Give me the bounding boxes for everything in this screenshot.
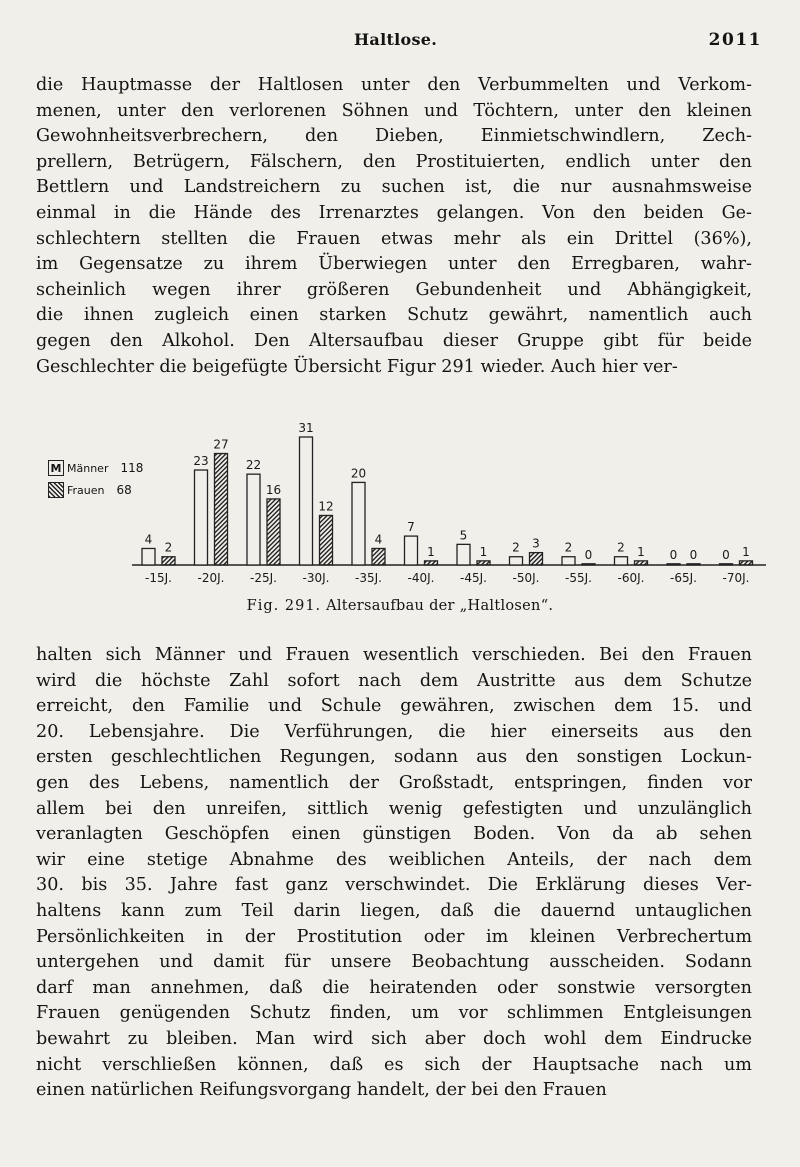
bar-men bbox=[247, 474, 260, 565]
bar-women bbox=[740, 561, 753, 565]
text-line: Frauen genügenden Schutz finden, um vor schlimmen Entgleisungen bbox=[36, 1003, 752, 1024]
bar-label-women: 0 bbox=[689, 547, 698, 562]
legend-swatch-women bbox=[48, 482, 64, 498]
bar-women bbox=[215, 454, 228, 565]
text-line: im Gegensatze zu ihrem Überwiegen unter den Erregbaren, wahr- bbox=[36, 254, 752, 275]
bar-women bbox=[635, 561, 648, 565]
bar-women bbox=[687, 564, 700, 565]
text-line: nicht verschließen können, daß es sich der Hauptsache nach um bbox=[36, 1054, 752, 1075]
text-line: erreicht, den Familie und Schule gewähren, zwischen dem 15. und bbox=[36, 696, 752, 717]
text-line: darf man annehmen, daß die heiratenden oder sonstwie versorgten bbox=[36, 977, 752, 998]
age-structure-chart bbox=[36, 412, 776, 592]
text-line: einmal in die Hände des Irrenarztes gelangen. Von den beiden Ge- bbox=[36, 202, 752, 223]
bar-label-women: 3 bbox=[532, 536, 540, 551]
bar-women bbox=[372, 548, 385, 565]
bar-men bbox=[720, 564, 733, 565]
text-line: haltens kann zum Teil darin liegen, daß die dauernd untauglichen bbox=[36, 900, 752, 921]
x-tick-label: -35J. bbox=[355, 571, 382, 585]
bar-label-men: 20 bbox=[350, 466, 367, 481]
text-line: Bettlern und Landstreichern zu suchen ist, die nur ausnahmsweise bbox=[36, 177, 752, 198]
x-tick-label: -50J. bbox=[512, 571, 540, 585]
bar-label-women: 16 bbox=[265, 482, 282, 497]
bar-men bbox=[405, 536, 418, 565]
bar-men bbox=[615, 557, 628, 565]
running-header bbox=[36, 30, 762, 54]
x-tick-label: -20J. bbox=[197, 571, 225, 585]
text-line: Geschlechter die beigefügte Übersicht Figur 291 wieder. Auch hier ver- bbox=[36, 356, 678, 377]
text-block-bottom bbox=[36, 643, 752, 1104]
bar-label-women: 0 bbox=[584, 547, 593, 562]
legend-label-men: Männer bbox=[67, 461, 109, 475]
bar-women bbox=[267, 499, 280, 565]
bar-label-men: 2 bbox=[512, 540, 520, 555]
bar-label-women: 1 bbox=[637, 544, 645, 559]
bar-label-women: 27 bbox=[213, 437, 229, 452]
legend-label-women: Frauen bbox=[67, 483, 105, 497]
text-line: einen natürlichen Reifungsvorgang handelt, der bei den Frauen bbox=[36, 1080, 607, 1101]
bar-women bbox=[582, 564, 595, 565]
chart-svg bbox=[36, 412, 776, 592]
bar-label-men: 5 bbox=[459, 528, 468, 543]
text-line: allem bei den unreifen, sittlich wenig gefestigten und unzulänglich bbox=[36, 798, 752, 819]
text-line: untergehen und damit für unsere Beobachtung ausscheiden. Sodann bbox=[36, 952, 752, 973]
bar-women bbox=[477, 561, 490, 565]
bar-label-women: 1 bbox=[479, 544, 488, 559]
x-tick-label: -70J. bbox=[722, 571, 750, 585]
bar-label-men: 4 bbox=[144, 532, 153, 547]
text-line: Gewohnheitsverbrechern, den Dieben, Einmietschwindlern, Zech- bbox=[36, 126, 752, 147]
chart-legend bbox=[48, 457, 143, 501]
bar-men bbox=[510, 557, 523, 565]
x-tick-label: -15J. bbox=[145, 571, 172, 585]
figure-number: Fig. 291. bbox=[246, 598, 322, 614]
bar-men bbox=[667, 564, 680, 565]
bar-men bbox=[195, 470, 208, 565]
bar-label-men: 7 bbox=[407, 520, 415, 535]
bar-women bbox=[530, 553, 543, 565]
x-tick-label: -60J. bbox=[617, 571, 645, 585]
text-line: 30. bis 35. Jahre fast ganz verschwindet. Die Erklärung dieses Ver- bbox=[36, 875, 752, 896]
text-line: 20. Lebensjahre. Die Verführungen, die hier einerseits aus den bbox=[36, 721, 752, 742]
text-line: wird die höchste Zahl sofort nach dem Austritte aus dem Schutze bbox=[36, 670, 752, 691]
bar-men bbox=[352, 482, 365, 565]
figure-caption-text: Altersaufbau der „Haltlosen“. bbox=[326, 598, 554, 614]
legend-total-women: 68 bbox=[116, 483, 132, 497]
x-tick-label: -45J. bbox=[460, 571, 487, 585]
text-line: schlechtern stellten die Frauen etwas mehr als ein Drittel (36%), bbox=[36, 228, 752, 249]
bar-men bbox=[300, 437, 313, 565]
text-line: menen, unter den verlorenen Söhnen und Töchtern, unter den kleinen bbox=[36, 100, 752, 121]
bar-label-men: 0 bbox=[669, 547, 678, 562]
text-line: die ihnen zugleich einen starken Schutz gewährt, namentlich auch bbox=[36, 305, 752, 326]
bar-men bbox=[142, 548, 155, 565]
bar-label-men: 23 bbox=[193, 454, 209, 469]
text-line: die Hauptmasse der Haltlosen unter den Verbummelten und Verkom- bbox=[36, 75, 752, 95]
bar-label-women: 2 bbox=[164, 540, 173, 555]
x-tick-label: -25J. bbox=[250, 571, 277, 585]
bar-men bbox=[562, 557, 575, 565]
bar-women bbox=[320, 515, 333, 565]
text-line: halten sich Männer und Frauen wesentlich verschieden. Bei den Frauen bbox=[36, 645, 752, 665]
bar-women bbox=[425, 561, 438, 565]
text-line: gegen den Alkohol. Den Altersaufbau dieser Gruppe gibt für beide bbox=[36, 330, 752, 351]
bar-label-women: 1 bbox=[742, 544, 750, 559]
bar-label-men: 31 bbox=[298, 421, 314, 435]
text-line: gen des Lebens, namentlich der Großstadt, entspringen, finden vor bbox=[36, 772, 752, 793]
text-line: veranlagten Geschöpfen einen günstigen Boden. Von da ab sehen bbox=[36, 824, 752, 845]
page-number: 2011 bbox=[708, 30, 762, 50]
bar-label-men: 22 bbox=[245, 458, 262, 473]
bar-label-women: 12 bbox=[318, 499, 334, 514]
figure-caption bbox=[0, 598, 800, 614]
text-line: scheinlich wegen ihrer größeren Gebundenheit und Abhängigkeit, bbox=[36, 279, 752, 300]
text-line: bewahrt zu bleiben. Man wird sich aber doch wohl dem Eindrucke bbox=[36, 1028, 752, 1049]
bar-label-men: 0 bbox=[722, 547, 730, 562]
x-tick-label: -65J. bbox=[670, 571, 697, 585]
bar-men bbox=[457, 544, 470, 565]
legend-total-men: 118 bbox=[120, 461, 144, 475]
text-line: prellern, Betrügern, Fälschern, den Prostituierten, endlich unter den bbox=[36, 151, 752, 172]
x-tick-label: -55J. bbox=[565, 571, 592, 585]
text-line: ersten geschlechtlichen Regungen, sodann aus den sonstigen Lockun- bbox=[36, 747, 752, 768]
bar-label-men: 2 bbox=[617, 540, 625, 555]
x-tick-label: -30J. bbox=[302, 571, 330, 585]
bar-label-men: 2 bbox=[564, 540, 573, 555]
bar-label-women: 1 bbox=[427, 544, 435, 559]
x-tick-label: -40J. bbox=[407, 571, 435, 585]
text-block-top bbox=[36, 73, 752, 380]
text-line: wir eine stetige Abnahme des weiblichen Anteils, der nach dem bbox=[36, 849, 752, 870]
bar-label-women: 4 bbox=[374, 532, 383, 547]
legend-row-women bbox=[48, 479, 143, 501]
legend-row-men bbox=[48, 457, 143, 479]
text-line: Persönlichkeiten in der Prostitution oder im kleinen Verbrechertum bbox=[36, 926, 752, 947]
running-title: Haltlose. bbox=[354, 30, 438, 49]
legend-swatch-men: M bbox=[48, 460, 64, 476]
bar-women bbox=[162, 557, 175, 565]
